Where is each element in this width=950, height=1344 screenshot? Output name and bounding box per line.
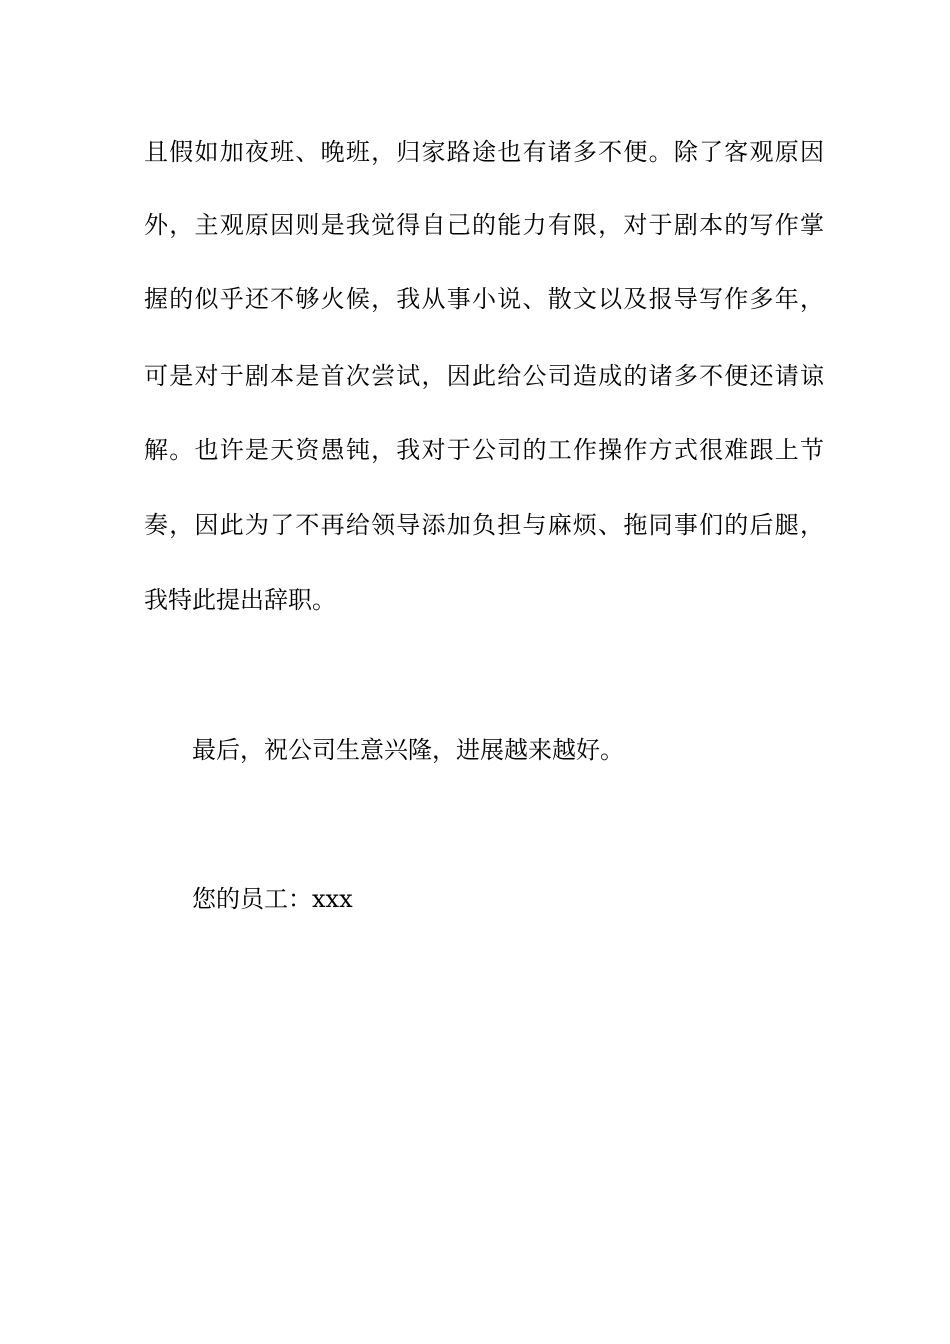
- paragraph-line-7: 我特此提出辞职。: [144, 586, 336, 614]
- paragraph-line-2: 外，主观原因则是我觉得自己的能力有限，对于剧本的写作掌: [144, 211, 824, 239]
- paragraph-line-5: 解。也许是天资愚钝，我对于公司的工作操作方式很难跟上节: [144, 436, 824, 464]
- signature-line: 您的员工：xxx: [192, 885, 353, 913]
- paragraph-line-3: 握的似乎还不够火候，我从事小说、散文以及报导写作多年，: [144, 285, 824, 313]
- paragraph-line-1: 且假如加夜班、晚班，归家路途也有诸多不便。除了客观原因: [144, 138, 824, 166]
- closing-line: 最后，祝公司生意兴隆，进展越来越好。: [192, 736, 624, 764]
- paragraph-line-6: 奏，因此为了不再给领导添加负担与麻烦、拖同事们的后腿，: [144, 511, 824, 539]
- paragraph-line-4: 可是对于剧本是首次尝试，因此给公司造成的诸多不便还请谅: [144, 362, 824, 390]
